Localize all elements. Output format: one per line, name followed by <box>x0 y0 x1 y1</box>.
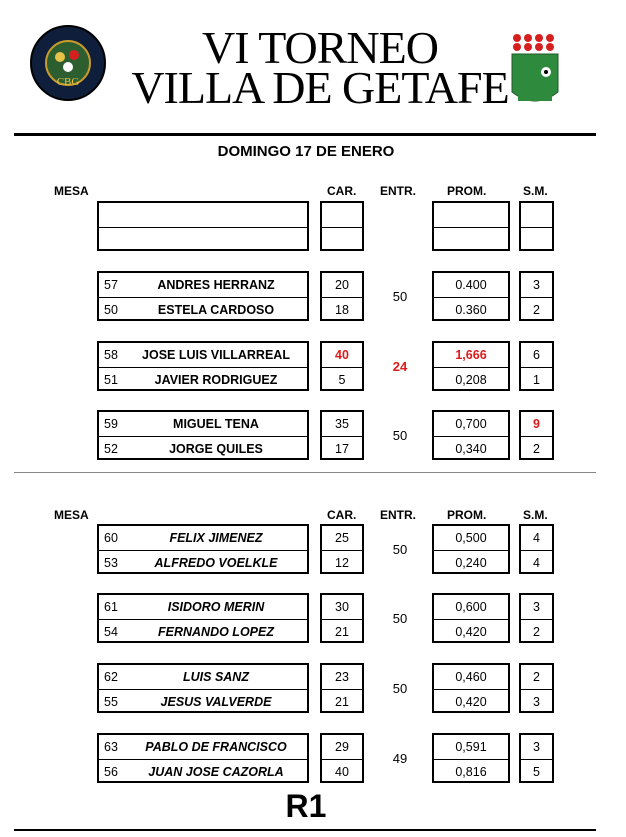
car-value: 17 <box>335 441 349 456</box>
sm-box <box>519 271 554 321</box>
header-divider <box>14 133 596 136</box>
players-box <box>97 410 309 460</box>
car-box <box>320 410 364 460</box>
federation-logo <box>508 30 562 110</box>
player-number: 62 <box>104 669 118 684</box>
col-car: CAR. <box>327 184 357 198</box>
car-value-highlight: 40 <box>335 347 349 362</box>
col-sm: S.M. <box>523 508 548 522</box>
player-number: 57 <box>104 277 118 292</box>
car-value: 35 <box>335 416 349 431</box>
prom-box <box>432 663 510 713</box>
club-logo <box>30 25 106 101</box>
car-box <box>320 524 364 574</box>
player-number: 54 <box>104 624 118 639</box>
prom-box <box>432 524 510 574</box>
player-number: 61 <box>104 599 118 614</box>
entr-value: 50 <box>392 542 408 557</box>
car-box <box>320 593 364 643</box>
car-value: 29 <box>335 739 349 754</box>
empty-sm-box <box>519 201 554 251</box>
col-mesa: MESA <box>54 184 89 198</box>
col-prom: PROM. <box>447 184 487 198</box>
prom-value: 0,240 <box>455 555 487 570</box>
car-value: 18 <box>335 302 349 317</box>
players-box <box>97 593 309 643</box>
col-entr: ENTR. <box>380 184 416 198</box>
prom-box <box>432 410 510 460</box>
sm-value: 3 <box>533 739 540 754</box>
players-box <box>97 733 309 783</box>
car-value: 30 <box>335 599 349 614</box>
player-name: ALFREDO VOELKLE <box>154 555 278 570</box>
sm-box <box>519 410 554 460</box>
sm-box <box>519 341 554 391</box>
prom-value: 0.360 <box>455 302 487 317</box>
sm-value: 5 <box>533 764 540 779</box>
sm-value: 6 <box>533 347 540 362</box>
players-box <box>97 271 309 321</box>
prom-box <box>432 271 510 321</box>
player-number: 59 <box>104 416 118 431</box>
sm-value: 2 <box>533 669 540 684</box>
entr-value: 50 <box>392 681 408 696</box>
prom-value: 0,460 <box>455 669 487 684</box>
car-value: 23 <box>335 669 349 684</box>
player-number: 60 <box>104 530 118 545</box>
player-name: JAVIER RODRIGUEZ <box>154 372 278 387</box>
footer-divider <box>14 829 596 831</box>
prom-box <box>432 341 510 391</box>
prom-value-highlight: 1,666 <box>455 347 487 362</box>
car-box <box>320 271 364 321</box>
sm-value: 2 <box>533 441 540 456</box>
player-name: LUIS SANZ <box>183 669 249 684</box>
player-number: 58 <box>104 347 118 362</box>
prom-value: 0,420 <box>455 694 487 709</box>
sm-value: 3 <box>533 277 540 292</box>
player-name: ISIDORO MERIN <box>167 599 265 614</box>
prom-value: 0,600 <box>455 599 487 614</box>
prom-value: 0,500 <box>455 530 487 545</box>
player-name: JUAN JOSE CAZORLA <box>148 764 284 779</box>
car-value: 12 <box>335 555 349 570</box>
prom-box <box>432 593 510 643</box>
col-car: CAR. <box>327 508 357 522</box>
sm-box <box>519 663 554 713</box>
players-box <box>97 341 309 391</box>
car-box <box>320 341 364 391</box>
players-box <box>97 524 309 574</box>
prom-value: 0,420 <box>455 624 487 639</box>
player-number: 51 <box>104 372 118 387</box>
entr-value-highlight: 24 <box>392 359 408 374</box>
car-value: 21 <box>335 694 349 709</box>
sm-value: 3 <box>533 599 540 614</box>
empty-name-box <box>97 201 309 251</box>
col-entr: ENTR. <box>380 508 416 522</box>
player-number: 52 <box>104 441 118 456</box>
entr-value: 50 <box>392 428 408 443</box>
car-value: 25 <box>335 530 349 545</box>
sm-box <box>519 733 554 783</box>
player-name: JOSE LUIS VILLARREAL <box>142 347 290 362</box>
player-name: ESTELA CARDOSO <box>157 302 275 317</box>
player-number: 50 <box>104 302 118 317</box>
col-prom: PROM. <box>447 508 487 522</box>
section-divider <box>14 472 596 473</box>
round-code: R1 <box>285 788 327 824</box>
player-name: FELIX JIMENEZ <box>169 530 263 545</box>
col-sm: S.M. <box>523 184 548 198</box>
prom-value: 0,208 <box>455 372 487 387</box>
sm-value: 2 <box>533 302 540 317</box>
sm-value-highlight: 9 <box>533 416 540 431</box>
player-number: 55 <box>104 694 118 709</box>
empty-prom-box <box>432 201 510 251</box>
sm-box <box>519 524 554 574</box>
sm-box <box>519 593 554 643</box>
player-name: JESUS VALVERDE <box>160 694 272 709</box>
car-value: 20 <box>335 277 349 292</box>
sm-value: 2 <box>533 624 540 639</box>
sm-value: 3 <box>533 694 540 709</box>
player-name: JORGE QUILES <box>169 441 263 456</box>
event-date: DOMINGO 17 DE ENERO <box>217 143 395 160</box>
player-number: 63 <box>104 739 118 754</box>
sm-value: 4 <box>533 555 540 570</box>
car-box <box>320 663 364 713</box>
player-name: MIGUEL TENA <box>173 416 259 431</box>
player-name: PABLO DE FRANCISCO <box>145 739 287 754</box>
prom-value: 0,340 <box>455 441 487 456</box>
col-mesa: MESA <box>54 508 89 522</box>
car-value: 5 <box>338 372 346 387</box>
title-line-2: VILLA DE GETAFE <box>131 62 509 113</box>
prom-value: 0,591 <box>455 739 487 754</box>
players-box <box>97 663 309 713</box>
player-name: ANDRES HERRANZ <box>157 277 275 292</box>
entr-value: 49 <box>392 751 408 766</box>
car-box <box>320 733 364 783</box>
prom-value: 0.400 <box>455 277 487 292</box>
sm-value: 1 <box>533 372 540 387</box>
empty-car-box <box>320 201 364 251</box>
title-line-1: VI TORNEO <box>202 22 438 73</box>
player-number: 53 <box>104 555 118 570</box>
prom-value: 0,700 <box>455 416 487 431</box>
sm-value: 4 <box>533 530 540 545</box>
entr-value: 50 <box>392 611 408 626</box>
player-name: FERNANDO LOPEZ <box>158 624 274 639</box>
car-value: 21 <box>335 624 349 639</box>
prom-box <box>432 733 510 783</box>
car-value: 40 <box>335 764 349 779</box>
player-number: 56 <box>104 764 118 779</box>
entr-value: 50 <box>392 289 408 304</box>
prom-value: 0,816 <box>455 764 487 779</box>
club-logo-letters: CBG <box>56 76 80 88</box>
